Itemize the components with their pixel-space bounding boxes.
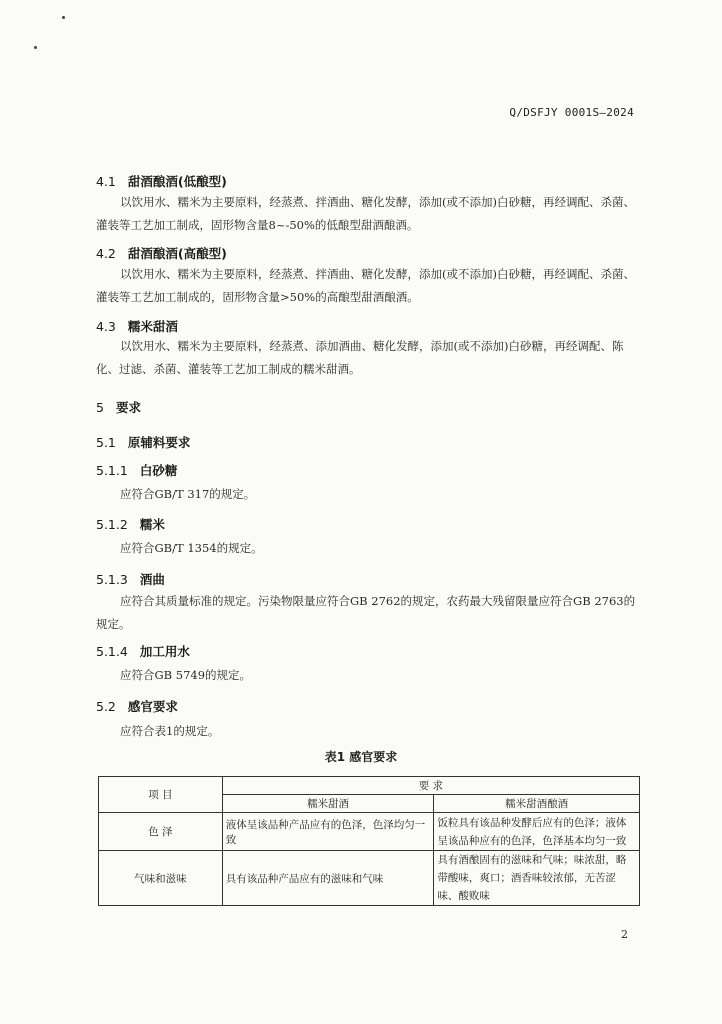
section-title: 甜酒酿酒(高酿型) [127, 246, 227, 261]
row-value-a: 液体呈该品种产品应有的色泽，色泽均匀一致 [222, 813, 434, 851]
section-title: 糯米甜酒 [127, 319, 178, 334]
table-row [99, 813, 640, 851]
table-row [99, 851, 640, 906]
section-text: 应符合GB/T 1354的规定。 [120, 541, 263, 555]
column-header-item: 项 目 [99, 777, 223, 813]
subheader-fermented-rice-wine: 糯米甜酒酿酒 [434, 795, 640, 813]
sensory-requirements-table [98, 776, 640, 906]
page-number: 2 [621, 928, 628, 941]
subheader-glutinous-rice-wine: 糯米甜酒 [222, 795, 434, 813]
section-title: 原辅料要求 [127, 435, 191, 450]
section-title: 酒曲 [139, 572, 165, 587]
table-title: 表1 感官要求 [324, 750, 398, 764]
section-title: 糯米 [139, 517, 165, 532]
section-text: 以饮用水、糯米为主要原料，经蒸煮、添加酒曲、糖化发酵，添加(或不添加)白砂糖，再经调配、陈化、过滤、杀菌、灌装等工艺加工制成的糯米甜酒。 [96, 339, 624, 376]
section-number: 5.1 [96, 435, 116, 450]
section-heading [96, 697, 178, 715]
section-heading [96, 172, 227, 190]
row-item: 色 泽 [99, 813, 223, 851]
section-title: 加工用水 [139, 644, 190, 659]
table-header-row [99, 777, 640, 795]
section-number: 5.2 [96, 699, 116, 714]
section-title: 白砂糖 [139, 463, 178, 478]
section-number: 5.1.2 [96, 517, 128, 532]
section-text: 应符合表1的规定。 [120, 724, 220, 738]
section-title: 感官要求 [127, 699, 178, 714]
section-text: 应符合GB/T 317的规定。 [120, 487, 256, 501]
section-number: 5.1.4 [96, 644, 128, 659]
section-text: 应符合GB 5749的规定。 [120, 668, 252, 682]
scan-speck [62, 16, 65, 19]
row-value-a: 具有该品种产品应有的滋味和气味 [222, 851, 434, 906]
row-value-b: 饭粒具有该品种发酵后应有的色泽；液体呈该品种应有的色泽，色泽基本均匀一致 [434, 813, 640, 851]
section-heading [96, 515, 165, 533]
section-number: 4.2 [96, 246, 116, 261]
row-item: 气味和滋味 [99, 851, 223, 906]
section-text: 以饮用水、糯米为主要原料，经蒸煮、拌酒曲、糖化发酵，添加(或不添加)白砂糖，再经调配、杀菌、灌装等工艺加工制成，固形物含量8~-50%的低酿型甜酒酿酒。 [96, 195, 635, 232]
section-text: 应符合其质量标准的规定。污染物限量应符合GB 2762的规定，农药最大残留限量应符合GB 2763的规定。 [96, 594, 636, 631]
section-heading [96, 642, 190, 660]
scan-speck [34, 46, 37, 49]
section-heading [96, 461, 177, 479]
section-number: 5.1.3 [96, 572, 128, 587]
row-value-b: 具有酒酿固有的滋味和气味；味浓甜，略带酸味，爽口；酒香味较浓郁，无苦涩味、酸败味 [434, 851, 640, 906]
section-heading [96, 398, 141, 416]
section-number: 5 [96, 400, 104, 415]
section-number: 4.3 [96, 319, 116, 334]
standard-code: Q/DSFJY 0001S—2024 [509, 106, 634, 119]
section-title: 甜酒酿酒(低酿型) [127, 174, 227, 189]
section-title: 要求 [115, 400, 141, 415]
section-heading [96, 570, 165, 588]
section-heading [96, 433, 190, 451]
section-heading [96, 317, 178, 335]
section-text: 以饮用水、糯米为主要原料，经蒸煮、拌酒曲、糖化发酵，添加(或不添加)白砂糖，再经调配、杀菌、灌装等工艺加工制成的，固形物含量>50%的高酿型甜酒酿酒。 [96, 267, 635, 304]
section-heading [96, 244, 227, 262]
section-number: 4.1 [96, 174, 116, 189]
section-number: 5.1.1 [96, 463, 128, 478]
column-header-requirement: 要 求 [222, 777, 639, 795]
